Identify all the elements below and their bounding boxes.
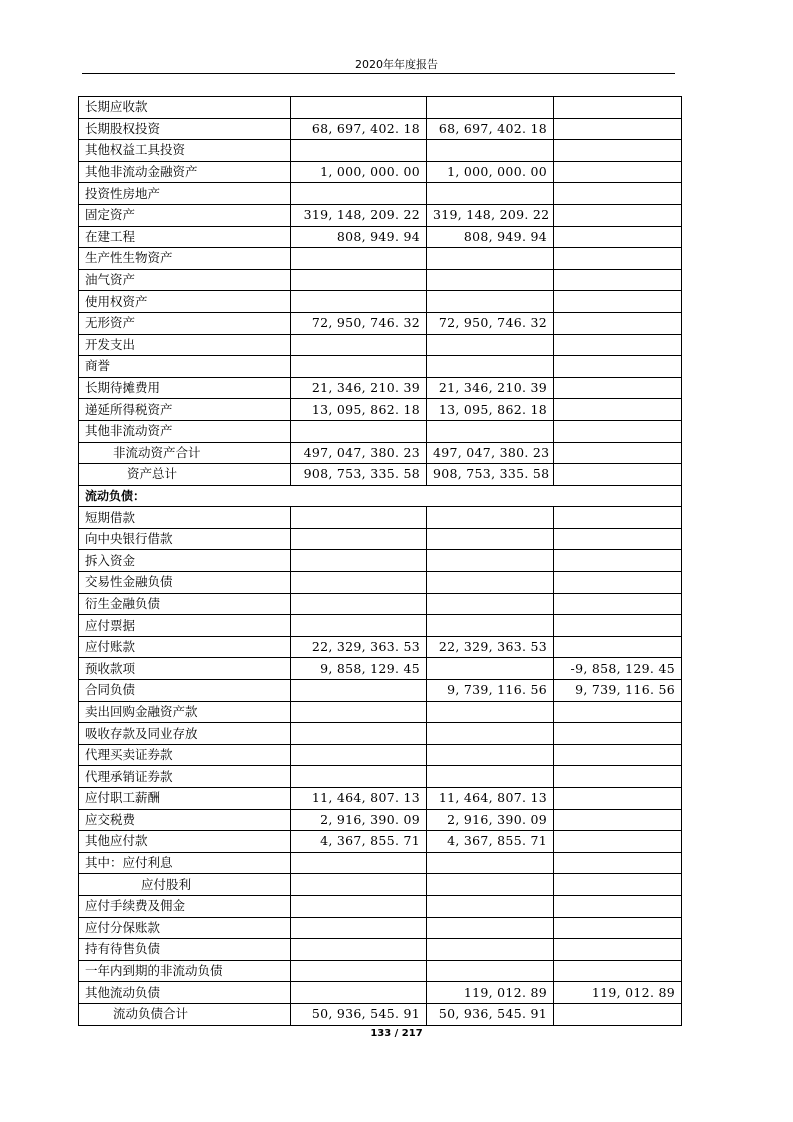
value-cell-col1: 9, 858, 129. 45 (291, 658, 427, 680)
value-cell-col2: 908, 753, 335. 58 (427, 464, 554, 486)
row-label: 油气资产 (79, 269, 291, 291)
value-cell-col2 (427, 593, 554, 615)
value-cell-col1 (291, 420, 427, 442)
value-cell-col2: 808, 949. 94 (427, 226, 554, 248)
value-cell-col3 (554, 1003, 682, 1025)
table-row (79, 636, 682, 658)
value-cell-col1 (291, 593, 427, 615)
row-label: 拆入资金 (79, 550, 291, 572)
table-row (79, 334, 682, 356)
value-cell-col2 (427, 291, 554, 313)
value-cell-col1: 4, 367, 855. 71 (291, 831, 427, 853)
value-cell-col1: 21, 346, 210. 39 (291, 377, 427, 399)
value-cell-col2 (427, 572, 554, 594)
value-cell-col2 (427, 874, 554, 896)
value-cell-col3 (554, 226, 682, 248)
value-cell-col3 (554, 852, 682, 874)
balance-sheet-table (78, 96, 682, 1026)
value-cell-col2 (427, 701, 554, 723)
value-cell-col1 (291, 183, 427, 205)
value-cell-col1 (291, 550, 427, 572)
value-cell-col3 (554, 269, 682, 291)
table-row (79, 140, 682, 162)
value-cell-col2: 119, 012. 89 (427, 982, 554, 1004)
table-row (79, 485, 682, 507)
value-cell-col1 (291, 269, 427, 291)
row-label: 应付票据 (79, 615, 291, 637)
value-cell-col1 (291, 680, 427, 702)
value-cell-col1: 497, 047, 380. 23 (291, 442, 427, 464)
table-row (79, 183, 682, 205)
value-cell-col2: 11, 464, 807. 13 (427, 788, 554, 810)
value-cell-col2 (427, 528, 554, 550)
value-cell-col1 (291, 960, 427, 982)
value-cell-col1 (291, 291, 427, 313)
row-label: 无形资产 (79, 312, 291, 334)
value-cell-col2 (427, 615, 554, 637)
row-label: 使用权资产 (79, 291, 291, 313)
row-label: 应付手续费及佣金 (79, 895, 291, 917)
row-label: 其他非流动资产 (79, 420, 291, 442)
value-cell-col2 (427, 550, 554, 572)
row-label: 合同负债 (79, 680, 291, 702)
row-label: 应付账款 (79, 636, 291, 658)
value-cell-col3 (554, 636, 682, 658)
value-cell-col1: 13, 095, 862. 18 (291, 399, 427, 421)
row-label: 其中：应付利息 (79, 852, 291, 874)
value-cell-col3 (554, 399, 682, 421)
table-row (79, 420, 682, 442)
row-label: 其他非流动金融资产 (79, 161, 291, 183)
value-cell-col2: 4, 367, 855. 71 (427, 831, 554, 853)
value-cell-col3 (554, 744, 682, 766)
table-row (79, 572, 682, 594)
value-cell-col2: 21, 346, 210. 39 (427, 377, 554, 399)
value-cell-col1: 22, 329, 363. 53 (291, 636, 427, 658)
table-row (79, 917, 682, 939)
value-cell-col3 (554, 204, 682, 226)
value-cell-col2 (427, 183, 554, 205)
value-cell-col1 (291, 766, 427, 788)
row-label: 吸收存款及同业存放 (79, 723, 291, 745)
value-cell-col1 (291, 140, 427, 162)
value-cell-col1 (291, 615, 427, 637)
value-cell-col3 (554, 97, 682, 119)
table-row (79, 312, 682, 334)
value-cell-col3 (554, 334, 682, 356)
row-label: 投资性房地产 (79, 183, 291, 205)
value-cell-col3 (554, 118, 682, 140)
row-label: 一年内到期的非流动负债 (79, 960, 291, 982)
value-cell-col3 (554, 377, 682, 399)
value-cell-col3 (554, 917, 682, 939)
table-row (79, 874, 682, 896)
value-cell-col2 (427, 420, 554, 442)
value-cell-col2: 68, 697, 402. 18 (427, 118, 554, 140)
row-label: 应付股利 (79, 874, 291, 896)
value-cell-col3 (554, 939, 682, 961)
value-cell-col3 (554, 895, 682, 917)
value-cell-col3 (554, 788, 682, 810)
row-label: 商誉 (79, 356, 291, 378)
row-label: 其他应付款 (79, 831, 291, 853)
row-label: 流动负债合计 (79, 1003, 291, 1025)
balance-sheet-body (79, 97, 682, 1026)
value-cell-col2: 319, 148, 209. 22 (427, 204, 554, 226)
table-row (79, 226, 682, 248)
row-label: 非流动资产合计 (79, 442, 291, 464)
value-cell-col1 (291, 939, 427, 961)
table-row (79, 982, 682, 1004)
table-row (79, 701, 682, 723)
value-cell-col2 (427, 766, 554, 788)
value-cell-col2 (427, 507, 554, 529)
table-row (79, 593, 682, 615)
value-cell-col3 (554, 140, 682, 162)
table-row (79, 658, 682, 680)
row-label: 开发支出 (79, 334, 291, 356)
row-label: 交易性金融负债 (79, 572, 291, 594)
table-row (79, 399, 682, 421)
value-cell-col3 (554, 507, 682, 529)
value-cell-col3 (554, 701, 682, 723)
value-cell-col3 (554, 550, 682, 572)
value-cell-col2 (427, 334, 554, 356)
table-row (79, 723, 682, 745)
value-cell-col1 (291, 917, 427, 939)
table-row (79, 744, 682, 766)
table-row (79, 550, 682, 572)
page-number: 133 / 217 (370, 1028, 423, 1039)
table-row (79, 464, 682, 486)
table-row (79, 291, 682, 313)
value-cell-col1 (291, 852, 427, 874)
row-label: 递延所得税资产 (79, 399, 291, 421)
row-label: 资产总计 (79, 464, 291, 486)
value-cell-col1: 1, 000, 000. 00 (291, 161, 427, 183)
value-cell-col2: 72, 950, 746. 32 (427, 312, 554, 334)
table-row (79, 895, 682, 917)
value-cell-col3 (554, 464, 682, 486)
value-cell-col2 (427, 723, 554, 745)
row-label: 长期待摊费用 (79, 377, 291, 399)
table-row (79, 528, 682, 550)
value-cell-col1: 2, 916, 390. 09 (291, 809, 427, 831)
value-cell-col3 (554, 528, 682, 550)
value-cell-col1 (291, 356, 427, 378)
value-cell-col2 (427, 744, 554, 766)
value-cell-col1: 11, 464, 807. 13 (291, 788, 427, 810)
value-cell-col3 (554, 593, 682, 615)
row-label: 固定资产 (79, 204, 291, 226)
table-row (79, 680, 682, 702)
row-label: 长期应收款 (79, 97, 291, 119)
value-cell-col1 (291, 895, 427, 917)
value-cell-col3 (554, 161, 682, 183)
row-label: 应交税费 (79, 809, 291, 831)
value-cell-col1 (291, 97, 427, 119)
value-cell-col2: 9, 739, 116. 56 (427, 680, 554, 702)
value-cell-col2 (427, 852, 554, 874)
value-cell-col1 (291, 334, 427, 356)
value-cell-col2 (427, 269, 554, 291)
value-cell-col2 (427, 895, 554, 917)
row-label: 应付职工薪酬 (79, 788, 291, 810)
row-label: 卖出回购金融资产款 (79, 701, 291, 723)
table-row (79, 615, 682, 637)
value-cell-col3 (554, 960, 682, 982)
value-cell-col1 (291, 507, 427, 529)
row-label: 衍生金融负债 (79, 593, 291, 615)
value-cell-col1: 68, 697, 402. 18 (291, 118, 427, 140)
table-row (79, 788, 682, 810)
section-heading: 流动负债： (79, 485, 682, 507)
value-cell-col2 (427, 356, 554, 378)
table-row (79, 97, 682, 119)
value-cell-col1 (291, 572, 427, 594)
row-label: 长期股权投资 (79, 118, 291, 140)
table-row (79, 852, 682, 874)
value-cell-col3 (554, 831, 682, 853)
value-cell-col3: -9, 858, 129. 45 (554, 658, 682, 680)
value-cell-col3 (554, 312, 682, 334)
value-cell-col1: 808, 949. 94 (291, 226, 427, 248)
value-cell-col2: 50, 936, 545. 91 (427, 1003, 554, 1025)
value-cell-col1 (291, 982, 427, 1004)
row-label: 在建工程 (79, 226, 291, 248)
value-cell-col1 (291, 528, 427, 550)
row-label: 短期借款 (79, 507, 291, 529)
row-label: 持有待售负债 (79, 939, 291, 961)
table-row (79, 960, 682, 982)
row-label: 代理承销证券款 (79, 766, 291, 788)
value-cell-col1 (291, 874, 427, 896)
value-cell-col3 (554, 420, 682, 442)
table-row (79, 939, 682, 961)
value-cell-col3 (554, 248, 682, 270)
value-cell-col3 (554, 723, 682, 745)
value-cell-col1: 72, 950, 746. 32 (291, 312, 427, 334)
table-row (79, 442, 682, 464)
value-cell-col3 (554, 615, 682, 637)
value-cell-col1: 908, 753, 335. 58 (291, 464, 427, 486)
row-label: 预收款项 (79, 658, 291, 680)
row-label: 其他权益工具投资 (79, 140, 291, 162)
table-row (79, 1003, 682, 1025)
value-cell-col2 (427, 658, 554, 680)
value-cell-col1 (291, 723, 427, 745)
value-cell-col3 (554, 766, 682, 788)
value-cell-col2 (427, 140, 554, 162)
value-cell-col3: 9, 739, 116. 56 (554, 680, 682, 702)
value-cell-col2: 13, 095, 862. 18 (427, 399, 554, 421)
value-cell-col2: 22, 329, 363. 53 (427, 636, 554, 658)
table-row (79, 809, 682, 831)
value-cell-col3 (554, 809, 682, 831)
table-row (79, 248, 682, 270)
value-cell-col2 (427, 960, 554, 982)
table-row (79, 377, 682, 399)
value-cell-col2: 1, 000, 000. 00 (427, 161, 554, 183)
table-row (79, 766, 682, 788)
value-cell-col1: 50, 936, 545. 91 (291, 1003, 427, 1025)
value-cell-col2: 497, 047, 380. 23 (427, 442, 554, 464)
value-cell-col2 (427, 97, 554, 119)
table-row (79, 831, 682, 853)
row-label: 生产性生物资产 (79, 248, 291, 270)
value-cell-col1 (291, 701, 427, 723)
value-cell-col1: 319, 148, 209. 22 (291, 204, 427, 226)
value-cell-col2 (427, 917, 554, 939)
table-row (79, 356, 682, 378)
value-cell-col3 (554, 442, 682, 464)
row-label: 其他流动负债 (79, 982, 291, 1004)
value-cell-col1 (291, 744, 427, 766)
value-cell-col2 (427, 248, 554, 270)
table-row (79, 269, 682, 291)
value-cell-col3 (554, 183, 682, 205)
table-row (79, 204, 682, 226)
value-cell-col3 (554, 874, 682, 896)
value-cell-col3 (554, 572, 682, 594)
table-row (79, 507, 682, 529)
table-row (79, 118, 682, 140)
value-cell-col3 (554, 356, 682, 378)
row-label: 应付分保账款 (79, 917, 291, 939)
page-header-title: 2020年年度报告 (355, 58, 438, 71)
value-cell-col3: 119, 012. 89 (554, 982, 682, 1004)
table-row (79, 161, 682, 183)
row-label: 向中央银行借款 (79, 528, 291, 550)
value-cell-col2: 2, 916, 390. 09 (427, 809, 554, 831)
value-cell-col3 (554, 291, 682, 313)
row-label: 代理买卖证券款 (79, 744, 291, 766)
header-rule (82, 73, 675, 74)
value-cell-col2 (427, 939, 554, 961)
value-cell-col1 (291, 248, 427, 270)
